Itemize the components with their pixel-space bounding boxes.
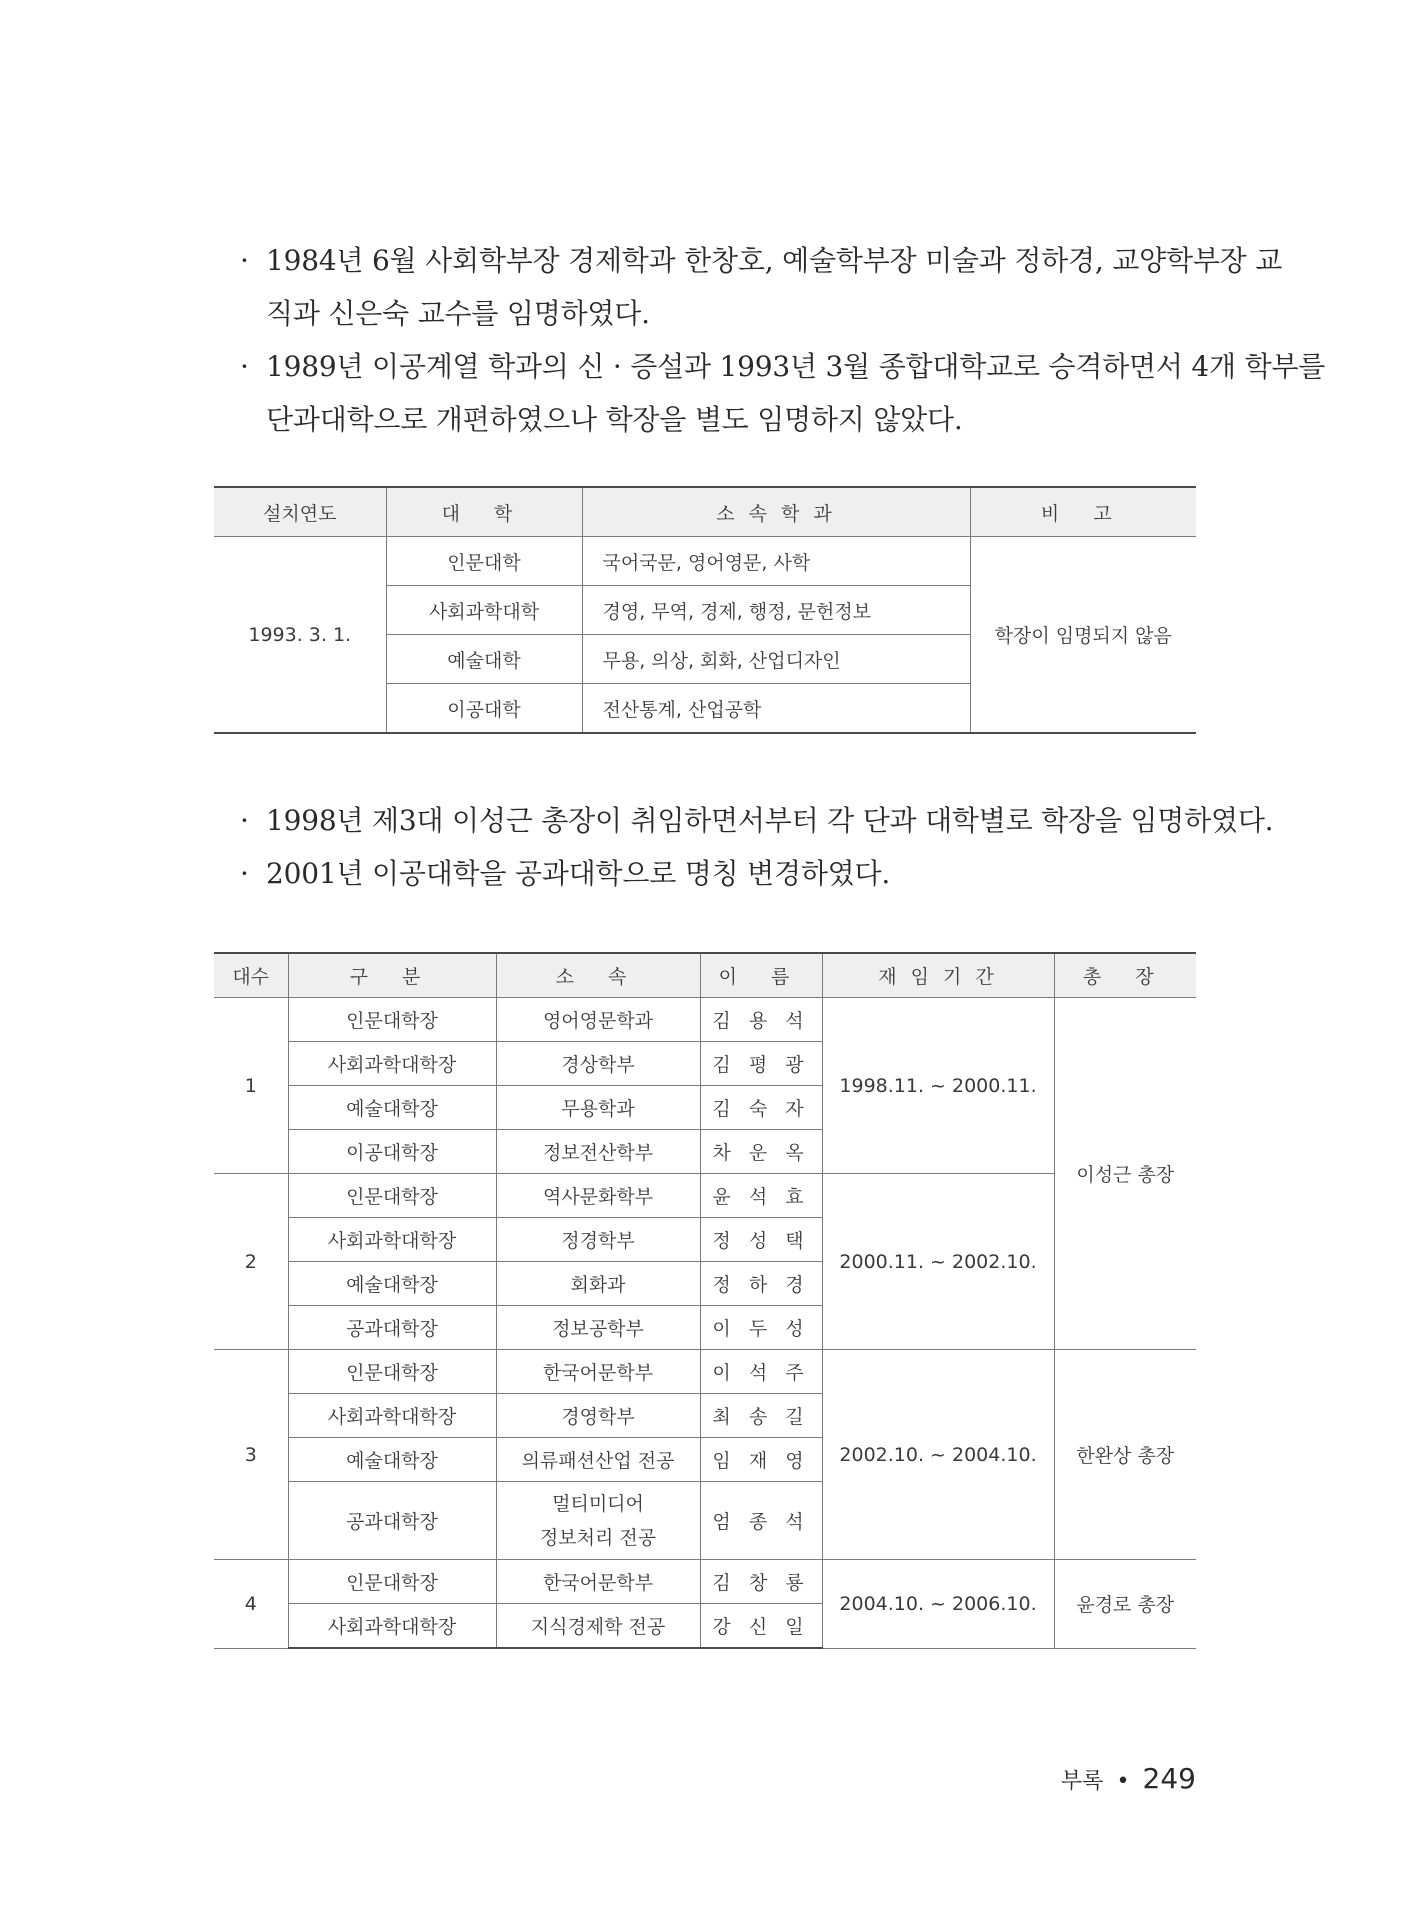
header-departments: 소 속 학 과: [582, 487, 970, 537]
paragraph-1: [236, 234, 1326, 446]
header-president: 총 장: [1054, 953, 1196, 998]
bullet-separator: •: [1116, 1769, 1130, 1794]
person-name: 정 성 택: [700, 1218, 822, 1262]
affiliation-line: 멀티미디어: [552, 1492, 644, 1515]
division: 예술대학장: [288, 1438, 496, 1482]
affiliation: 회화과: [496, 1262, 700, 1306]
college-name: 예술대학: [386, 635, 582, 684]
person-name: 엄 종 석: [700, 1482, 822, 1560]
header-affiliation: 소 속: [496, 953, 700, 998]
generation-number: 3: [214, 1350, 288, 1560]
affiliation: 지식경제학 전공: [496, 1604, 700, 1649]
table-header-row: [214, 487, 1196, 537]
president: 이성근 총장: [1054, 998, 1196, 1350]
affiliation: 정보공학부: [496, 1306, 700, 1350]
affiliation: 의류패션산업 전공: [496, 1438, 700, 1482]
person-name: 이 석 주: [700, 1350, 822, 1394]
affiliation: [496, 1482, 700, 1560]
page-footer: [1061, 1762, 1196, 1795]
header-division: 구 분: [288, 953, 496, 998]
affiliation: 영어영문학과: [496, 998, 700, 1042]
affiliation: 경영학부: [496, 1394, 700, 1438]
division: 이공대학장: [288, 1130, 496, 1174]
division: 공과대학장: [288, 1482, 496, 1560]
generation-number: 1: [214, 998, 288, 1174]
person-name: 김 용 석: [700, 998, 822, 1042]
paragraph-line: 단과대학으로 개편하였으나 학장을 별도 임명하지 않았다.: [266, 403, 963, 436]
person-name: 강 신 일: [700, 1604, 822, 1649]
header-college: 대 학: [386, 487, 582, 537]
affiliation: 정경학부: [496, 1218, 700, 1262]
affiliation-line: 정보처리 전공: [539, 1526, 657, 1549]
affiliation: 역사문화학부: [496, 1174, 700, 1218]
section-label: 부록: [1060, 1769, 1104, 1794]
college-establishment-table: [214, 486, 1196, 734]
president: 윤경로 총장: [1054, 1560, 1196, 1649]
generation-number: 4: [214, 1560, 288, 1649]
paragraph-line: · 1998년 제3대 이성근 총장이 취임하면서부터 각 단과 대학별로 학장을 임명하였다.: [236, 794, 1206, 847]
header-term: 재 임 기 간: [822, 953, 1054, 998]
person-name: 김 평 광: [700, 1042, 822, 1086]
term-period: 1998.11. ~ 2000.11.: [822, 998, 1054, 1174]
person-name: 임 재 영: [700, 1438, 822, 1482]
affiliation: 한국어문학부: [496, 1560, 700, 1604]
college-name: 사회과학대학: [386, 586, 582, 635]
division: 사회과학대학장: [288, 1218, 496, 1262]
person-name: 정 하 경: [700, 1262, 822, 1306]
establishment-year: 1993. 3. 1.: [214, 537, 386, 734]
note: 학장이 임명되지 않음: [970, 537, 1196, 734]
president: 한완상 총장: [1054, 1350, 1196, 1560]
affiliation: 정보전산학부: [496, 1130, 700, 1174]
person-name: 차 운 옥: [700, 1130, 822, 1174]
college-name: 인문대학: [386, 537, 582, 586]
bullet: ·: [240, 350, 249, 383]
header-name: 이 름: [700, 953, 822, 998]
person-name: 윤 석 효: [700, 1174, 822, 1218]
division: 예술대학장: [288, 1262, 496, 1306]
division: 사회과학대학장: [288, 1394, 496, 1438]
division: 사회과학대학장: [288, 1604, 496, 1649]
paragraph-2: [236, 794, 1274, 900]
term-period: 2004.10. ~ 2006.10.: [822, 1560, 1054, 1649]
division: 인문대학장: [288, 1174, 496, 1218]
paragraph-line: · 1989년 이공계열 학과의 신 · 증설과 1993년 3월 종합대학교로 승격하면서 4개 학부를: [236, 340, 1206, 393]
table-row: [214, 1174, 1196, 1218]
bullet: ·: [240, 857, 249, 890]
generation-number: 2: [214, 1174, 288, 1350]
departments: 무용, 의상, 회화, 산업디자인: [582, 635, 970, 684]
person-name: 김 숙 자: [700, 1086, 822, 1130]
bullet: ·: [240, 804, 249, 837]
table-row: [214, 998, 1196, 1042]
college-name: 이공대학: [386, 684, 582, 734]
table-row: [214, 1350, 1196, 1394]
header-note: 비 고: [970, 487, 1196, 537]
page-number: 249: [1142, 1762, 1196, 1795]
term-period: 2002.10. ~ 2004.10.: [822, 1350, 1054, 1560]
header-year: 설치연도: [214, 487, 386, 537]
division: 예술대학장: [288, 1086, 496, 1130]
paragraph-line: · 2001년 이공대학을 공과대학으로 명칭 변경하였다.: [236, 847, 1206, 900]
bullet: ·: [240, 244, 249, 277]
term-period: 2000.11. ~ 2002.10.: [822, 1174, 1054, 1350]
table-row: [214, 537, 1196, 586]
departments: 경영, 무역, 경제, 행정, 문헌정보: [582, 586, 970, 635]
affiliation: 경상학부: [496, 1042, 700, 1086]
departments: 국어국문, 영어영문, 사학: [582, 537, 970, 586]
person-name: 김 창 룡: [700, 1560, 822, 1604]
paragraph-line: · 1984년 6월 사회학부장 경제학과 한창호, 예술학부장 미술과 정하경, 교양학부장 교: [236, 234, 1206, 287]
division: 공과대학장: [288, 1306, 496, 1350]
person-name: 이 두 성: [700, 1306, 822, 1350]
person-name: 최 송 길: [700, 1394, 822, 1438]
division: 인문대학장: [288, 1560, 496, 1604]
table-header-row: [214, 953, 1196, 998]
paragraph-line: 직과 신은숙 교수를 임명하였다.: [266, 297, 650, 330]
deans-table: [214, 952, 1196, 1649]
division: 인문대학장: [288, 998, 496, 1042]
division: 사회과학대학장: [288, 1042, 496, 1086]
affiliation: 무용학과: [496, 1086, 700, 1130]
division: 인문대학장: [288, 1350, 496, 1394]
departments: 전산통계, 산업공학: [582, 684, 970, 734]
header-generation: 대수: [214, 953, 288, 998]
table-row: [214, 1560, 1196, 1604]
affiliation: 한국어문학부: [496, 1350, 700, 1394]
